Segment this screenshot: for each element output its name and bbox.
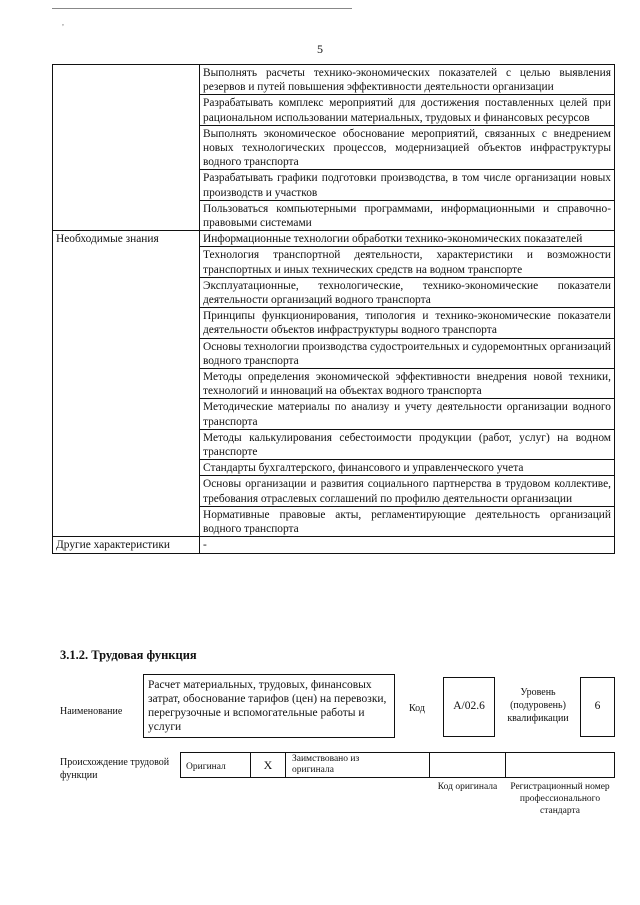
code-value: А/02.6	[453, 700, 485, 712]
skill-cell: Выполнять расчеты технико-экономических показателей с целью выявления резервов и путей повышения эффективности деятельности организации	[200, 65, 615, 95]
original-mark: X	[263, 758, 273, 772]
knowledge-cell: Нормативные правовые акты, регламентирующие деятельность организаций водного транспорта	[200, 506, 615, 536]
row-label	[53, 65, 200, 231]
knowledge-cell: Методы определения экономической эффективности внедрения новой техники, технологий и инноваций на объектах водного транспорта	[200, 369, 615, 399]
skill-cell: Разрабатывать графики подготовки производства, в том числе организации новых производств и участков	[200, 170, 615, 200]
origin-label: Происхождение трудовой функции	[60, 757, 170, 781]
knowledge-cell: Основы организации и развития социального партнерства в трудовом коллективе, требования отраслевых соглашений по профилю деятельности организации	[200, 476, 615, 506]
table-row	[53, 537, 615, 553]
registration-caption: Регистрационный номер профессионального стандарта	[510, 782, 610, 816]
knowledge-cell: Стандарты бухгалтерского, финансового и управленческого учета	[200, 460, 615, 476]
knowledge-cell: Методические материалы по анализу и учету деятельности организации водного транспорта	[200, 399, 615, 429]
knowledge-cell: Основы технологии производства судостроительных и судоремонтных организаций водного транспорта	[200, 338, 615, 368]
knowledge-cell: Методы калькулирования себестоимости продукции (работ, услуг) на водном транспорте	[200, 429, 615, 459]
scan-mark: ,	[62, 18, 64, 27]
code-original-caption: Код оригинала	[437, 782, 498, 792]
borrowed-label: Заимствовано из оригинала	[292, 754, 360, 775]
knowledge-label: Необходимые знания	[53, 231, 200, 537]
level-label: Уровень (подуровень) квалификации	[507, 687, 569, 724]
level-value: 6	[594, 700, 601, 712]
other-characteristics-label: Другие характеристики	[53, 537, 200, 553]
skill-cell: Пользоваться компьютерными программами, информационными и справочно-правовыми системами	[200, 200, 615, 230]
function-name-value: Расчет материальных, трудовых, финансовых затрат, обоснование тарифов (цен) на перевозки, перегрузочные и вспомогательные работы и услуги	[148, 679, 387, 733]
original-label: Оригинал	[186, 762, 226, 772]
table-row	[53, 65, 615, 95]
section-title: 3.1.2. Трудовая функция	[60, 648, 197, 662]
code-label: Код	[409, 703, 425, 714]
knowledge-cell: Информационные технологии обработки технико-экономических показателей	[200, 231, 615, 247]
table-row	[53, 231, 615, 247]
origin-divider	[429, 752, 506, 778]
requirements-table	[52, 64, 615, 554]
skill-cell: Выполнять экономическое обоснование мероприятий, связанных с внедрением новых технологических процессов, модернизацией объектов инфраструктуры водного транспорта	[200, 125, 615, 170]
knowledge-cell: Принципы функционирования, типология и технико-экономические показатели деятельности объектов инфраструктуры водного транспорта	[200, 308, 615, 338]
knowledge-cell: Эксплуатационные, технологические, технико-экономические показатели деятельности организаций водного транспорта	[200, 277, 615, 307]
top-rule	[52, 8, 352, 9]
other-characteristics-value: -	[200, 537, 615, 553]
name-label: Наименование	[60, 706, 123, 717]
page-number: 5	[317, 42, 323, 56]
skill-cell: Разрабатывать комплекс мероприятий для достижения поставленных целей при рациональном использовании материальных, трудовых и финансовых ресурсов	[200, 95, 615, 125]
knowledge-cell: Технология транспортной деятельности, характеристики и возможности транспортных и иных технических средств на водном транспорте	[200, 247, 615, 277]
